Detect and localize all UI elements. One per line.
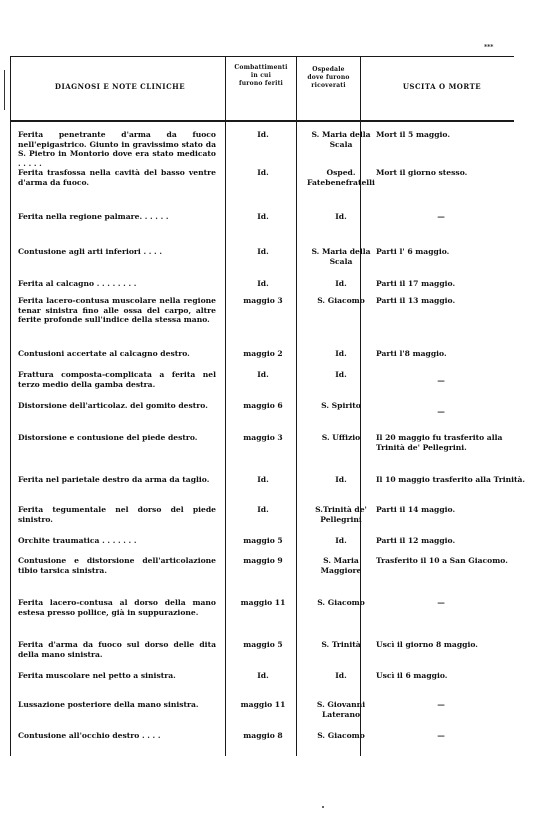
- cell-diagnosis: Ferita d'arma da fuoco sul dorso delle dita della mano sinistra.: [18, 640, 216, 659]
- cell-outcome: Parti l'8 maggio.: [376, 349, 447, 358]
- cell-hospital: Osped. Fatebenefratelli: [307, 168, 375, 187]
- cell-diagnosis: Ferita lacero-contusa al dorso della mano estesa presso pollice, già in suppurazione.: [18, 598, 216, 617]
- cell-outcome: Parti il 14 maggio.: [376, 505, 456, 514]
- cell-diagnosis: Distorsione e contusione del piede destro.: [18, 433, 198, 442]
- header-diagnosis: DIAGNOSI E NOTE CLINICHE: [54, 82, 186, 91]
- cell-diagnosis: Ferita trasfossa nella cavità del basso ventre d'arma da fuoco.: [18, 168, 216, 187]
- cell-hospital: S. Giacomo: [317, 598, 365, 607]
- left-border: [10, 56, 11, 756]
- cell-outcome: Mort il 5 maggio.: [376, 130, 450, 139]
- cell-outcome: Il 10 maggio trasferito alla Trinità.: [376, 475, 526, 484]
- cell-diagnosis: Orchite traumatica . . . . . . .: [18, 536, 137, 545]
- header-battles-line-2: in cui: [250, 72, 272, 80]
- cell-battle: Id.: [257, 212, 269, 221]
- cell-diagnosis: Distorsione dell'articolaz. del gomito destro.: [18, 401, 208, 410]
- cell-battle: maggio 8: [243, 731, 283, 740]
- cell-hospital: S. Giacomo: [317, 296, 365, 305]
- header-hospital-line-3: ricoverati: [311, 82, 346, 90]
- cell-diagnosis: Ferita muscolare nel petto a sinistra.: [18, 671, 176, 680]
- cell-hospital: S. Maria della Scala: [311, 247, 371, 266]
- cell-battle: maggio 11: [240, 598, 286, 607]
- cell-battle: maggio 6: [243, 401, 283, 410]
- cell-battle: maggio 3: [243, 296, 283, 305]
- header-hospital-line-2: dove furono: [307, 74, 350, 82]
- header-bottom-rule: [10, 120, 514, 122]
- cell-diagnosis: Contusioni accertate al calcagno destro.: [18, 349, 190, 358]
- col-divider-2: [296, 56, 297, 756]
- table-top-rule: [10, 56, 514, 57]
- col-divider-1: [225, 56, 226, 756]
- cell-battle: Id.: [257, 168, 269, 177]
- cell-battle: Id.: [257, 671, 269, 680]
- header-hospital: [297, 66, 360, 90]
- cell-hospital: S. Giovanni Laterano: [316, 700, 366, 719]
- cell-battle: maggio 9: [243, 556, 283, 565]
- cell-hospital: Id.: [335, 370, 347, 379]
- cell-battle: Id.: [257, 370, 269, 379]
- cell-outcome: Uscì il 6 maggio.: [376, 671, 448, 680]
- cell-outcome: Parti l' 6 maggio.: [376, 247, 450, 256]
- scan-speck: [322, 806, 324, 808]
- header-battles: [226, 64, 296, 88]
- cell-outcome: —: [437, 731, 445, 740]
- cell-diagnosis: Ferita tegumentale nel dorso del piede sinistro.: [18, 505, 216, 524]
- cell-diagnosis: Ferita penetrante d'arma da fuoco nell'epigastrico. Giunto in gravissimo stato da S. Pietro in Montorio dove era stato medicato . . . . .: [18, 130, 216, 169]
- cell-hospital: S.Trinità de' Pellegrini: [315, 505, 367, 524]
- cell-hospital: Id.: [335, 536, 347, 545]
- cell-diagnosis: Lussazione posteriore della mano sinistra.: [18, 700, 199, 709]
- scan-speck: [4, 70, 5, 110]
- cell-battle: Id.: [257, 130, 269, 139]
- cell-diagnosis: Contusione e distorsione dell'articolazione tibio tarsica sinistra.: [18, 556, 216, 575]
- cell-battle: Id.: [257, 505, 269, 514]
- cell-hospital: S. Spirito: [321, 401, 361, 410]
- cell-hospital: S. Maria della Scala: [311, 130, 371, 149]
- cell-battle: maggio 11: [240, 700, 286, 709]
- header-hospital-line-1: Ospedale: [312, 66, 345, 73]
- cell-hospital: Id.: [335, 349, 347, 358]
- cell-battle: maggio 5: [243, 536, 283, 545]
- cell-diagnosis: Contusione agli arti inferiori . . . .: [18, 247, 162, 256]
- cell-outcome: Parti il 13 maggio.: [376, 296, 456, 305]
- cell-outcome: Mort il giorno stesso.: [376, 168, 468, 177]
- cell-diagnosis: Ferita al calcagno . . . . . . . .: [18, 279, 137, 288]
- corner-mark: ***: [484, 44, 494, 51]
- cell-outcome: Trasferito il 10 a San Giacomo.: [376, 556, 508, 565]
- cell-outcome: Parti il 17 maggio.: [376, 279, 456, 288]
- cell-diagnosis: Ferita lacero-contusa muscolare nella regione tenar sinistra fino alle ossa del carpo, altre ferite profonde sull'indice della stessa mano.: [18, 296, 216, 325]
- cell-hospital: S. Uffizio: [321, 433, 361, 442]
- cell-hospital: Id.: [335, 212, 347, 221]
- cell-diagnosis: Ferita nel parietale destro da arma da taglio.: [18, 475, 210, 484]
- cell-hospital: S. Trinità: [321, 640, 361, 649]
- cell-battle: maggio 2: [243, 349, 283, 358]
- cell-hospital: Id.: [335, 671, 347, 680]
- cell-outcome: —: [437, 598, 445, 607]
- cell-battle: Id.: [257, 279, 269, 288]
- header-battles-line-3: furono feriti: [238, 80, 284, 88]
- cell-outcome: —: [437, 376, 445, 385]
- cell-outcome: Il 20 maggio fu trasferito alla Trinità de' Pellegrini.: [376, 433, 503, 452]
- cell-hospital: S. Maria Maggiore: [320, 556, 362, 575]
- cell-battle: Id.: [257, 247, 269, 256]
- cell-outcome: —: [437, 700, 445, 709]
- cell-battle: Id.: [257, 475, 269, 484]
- cell-outcome: Parti il 12 maggio.: [376, 536, 456, 545]
- cell-battle: maggio 3: [243, 433, 283, 442]
- cell-outcome: —: [437, 212, 445, 221]
- cell-hospital: S. Giacomo: [317, 731, 365, 740]
- header-outcome: USCITA O MORTE: [402, 82, 482, 91]
- cell-outcome: Uscì il giorno 8 maggio.: [376, 640, 478, 649]
- cell-hospital: Id.: [335, 279, 347, 288]
- cell-diagnosis: Frattura composta-complicata a ferita nel terzo medio della gamba destra.: [18, 370, 216, 389]
- cell-diagnosis: Contusione all'occhio destro . . . .: [18, 731, 161, 740]
- cell-hospital: Id.: [335, 475, 347, 484]
- cell-diagnosis: Ferita nella regione palmare. . . . . .: [18, 212, 169, 221]
- cell-outcome: —: [437, 407, 445, 416]
- cell-battle: maggio 5: [243, 640, 283, 649]
- header-battles-line-1: Combattimenti: [234, 64, 288, 71]
